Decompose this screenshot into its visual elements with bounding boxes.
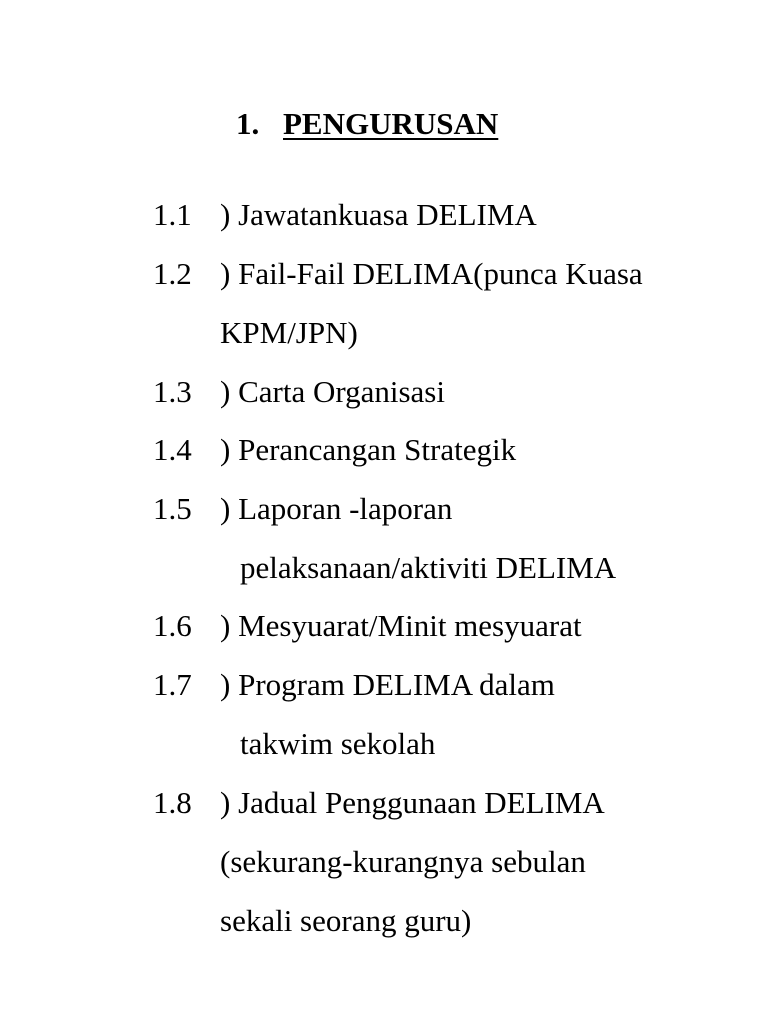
item-continuation: sekali seorang guru) <box>220 903 472 938</box>
item-continuation: pelaksanaan/aktiviti DELIMA <box>240 550 617 585</box>
item-number: 1.1 <box>153 197 192 232</box>
item-number: 1.2 <box>153 256 192 291</box>
item-text: ) Program DELIMA dalam <box>220 667 555 702</box>
item-text: ) Mesyuarat/Minit mesyuarat <box>220 608 582 643</box>
item-continuation: (sekurang-kurangnya sebulan <box>220 844 586 879</box>
item-text: ) Jawatankuasa DELIMA <box>220 197 537 232</box>
item-text: ) Laporan -laporan <box>220 491 453 526</box>
section-title: PENGURUSAN <box>283 106 499 141</box>
item-number: 1.4 <box>153 432 192 467</box>
section-heading <box>236 108 498 139</box>
item-text: ) Jadual Penggunaan DELIMA <box>220 785 605 820</box>
item-text: ) Perancangan Strategik <box>220 432 517 467</box>
item-number: 1.6 <box>153 608 192 643</box>
item-number: 1.8 <box>153 785 192 820</box>
item-text: ) Fail-Fail DELIMA(punca Kuasa <box>220 256 643 291</box>
section-number: 1. <box>236 106 260 141</box>
item-number: 1.7 <box>153 667 192 702</box>
item-text: ) Carta Organisasi <box>220 374 445 409</box>
item-number: 1.5 <box>153 491 192 526</box>
item-continuation: takwim sekolah <box>240 726 436 761</box>
item-continuation: KPM/JPN) <box>220 315 358 350</box>
item-number: 1.3 <box>153 374 192 409</box>
